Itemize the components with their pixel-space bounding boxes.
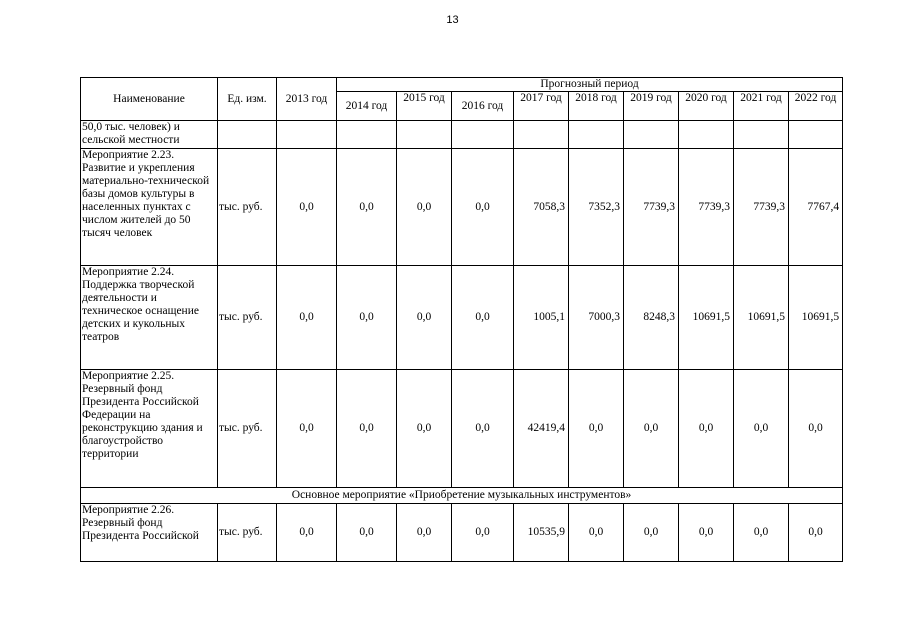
value-cell: 0,0 xyxy=(397,149,452,266)
value-cell: 0,0 xyxy=(397,370,452,488)
value-cell: 0,0 xyxy=(277,149,337,266)
row-name: 50,0 тыс. человек) и сельской местности xyxy=(81,121,218,149)
value-cell: 10691,5 xyxy=(734,266,789,370)
value-cell: 0,0 xyxy=(569,504,624,562)
table-row-continuation xyxy=(81,121,843,149)
value-cell: 0,0 xyxy=(624,370,679,488)
value-cell: 42419,4 xyxy=(514,370,569,488)
header-year: 2022 год xyxy=(789,92,843,121)
header-year: 2015 год xyxy=(397,92,452,121)
value-cell: 0,0 xyxy=(452,266,514,370)
value-cell: 0,0 xyxy=(337,266,397,370)
table-row xyxy=(81,370,843,488)
row-name: Мероприятие 2.23. Развитие и укрепления материально-технической базы домов культуры в населенных пунктах с числом жителей до 50 тысяч человек xyxy=(81,149,218,266)
row-name: Мероприятие 2.24. Поддержка творческой деятельности и техническое оснащение детских и кукольных театров xyxy=(81,266,218,370)
row-name: Мероприятие 2.25. Резервный фонд Президента Российской Федерации на реконструкцию здания и благоустройство территории xyxy=(81,370,218,488)
table-row xyxy=(81,266,843,370)
value-cell: 0,0 xyxy=(452,504,514,562)
value-cell: 0,0 xyxy=(397,504,452,562)
value-cell: 0,0 xyxy=(679,504,734,562)
value-cell: 7767,4 xyxy=(789,149,843,266)
value-cell: 7352,3 xyxy=(569,149,624,266)
value-cell: 0,0 xyxy=(789,370,843,488)
value-cell: 7739,3 xyxy=(624,149,679,266)
header-year: 2021 год xyxy=(734,92,789,121)
header-year: 2016 год xyxy=(452,92,514,121)
section-row xyxy=(81,488,843,504)
value-cell: 7739,3 xyxy=(734,149,789,266)
value-cell: 8248,3 xyxy=(624,266,679,370)
budget-table xyxy=(80,77,843,562)
value-cell: 10691,5 xyxy=(789,266,843,370)
row-unit: тыс. руб. xyxy=(218,370,277,488)
value-cell: 1005,1 xyxy=(514,266,569,370)
row-unit: тыс. руб. xyxy=(218,266,277,370)
value-cell: 0,0 xyxy=(734,504,789,562)
value-cell: 7058,3 xyxy=(514,149,569,266)
header-year: 2017 год xyxy=(514,92,569,121)
row-unit: тыс. руб. xyxy=(218,504,277,562)
value-cell: 0,0 xyxy=(337,504,397,562)
value-cell: 0,0 xyxy=(789,504,843,562)
value-cell: 0,0 xyxy=(679,370,734,488)
value-cell: 0,0 xyxy=(337,370,397,488)
value-cell: 0,0 xyxy=(452,370,514,488)
value-cell: 0,0 xyxy=(277,504,337,562)
value-cell: 10535,9 xyxy=(514,504,569,562)
table-row xyxy=(81,149,843,266)
header-year: 2014 год xyxy=(337,92,397,121)
header-year: 2018 год xyxy=(569,92,624,121)
value-cell: 0,0 xyxy=(277,266,337,370)
value-cell: 7739,3 xyxy=(679,149,734,266)
value-cell: 7000,3 xyxy=(569,266,624,370)
header-year: 2020 год xyxy=(679,92,734,121)
value-cell: 0,0 xyxy=(277,370,337,488)
table-row xyxy=(81,504,843,562)
header-year-2013: 2013 год xyxy=(277,78,337,121)
value-cell: 0,0 xyxy=(734,370,789,488)
header-name: Наименование xyxy=(81,78,218,121)
value-cell: 0,0 xyxy=(337,149,397,266)
page-number: 13 xyxy=(446,14,459,26)
row-unit: тыс. руб. xyxy=(218,149,277,266)
row-name: Мероприятие 2.26. Резервный фонд Президента Российской xyxy=(81,504,218,562)
value-cell: 0,0 xyxy=(452,149,514,266)
header-unit: Ед. изм. xyxy=(218,78,277,121)
value-cell: 0,0 xyxy=(569,370,624,488)
value-cell: 10691,5 xyxy=(679,266,734,370)
header-year: 2019 год xyxy=(624,92,679,121)
value-cell: 0,0 xyxy=(624,504,679,562)
header-forecast-period: Прогнозный период xyxy=(337,78,843,92)
section-title: Основное мероприятие «Приобретение музыкальных инструментов» xyxy=(81,488,843,504)
value-cell: 0,0 xyxy=(397,266,452,370)
header-row-1 xyxy=(81,78,843,92)
